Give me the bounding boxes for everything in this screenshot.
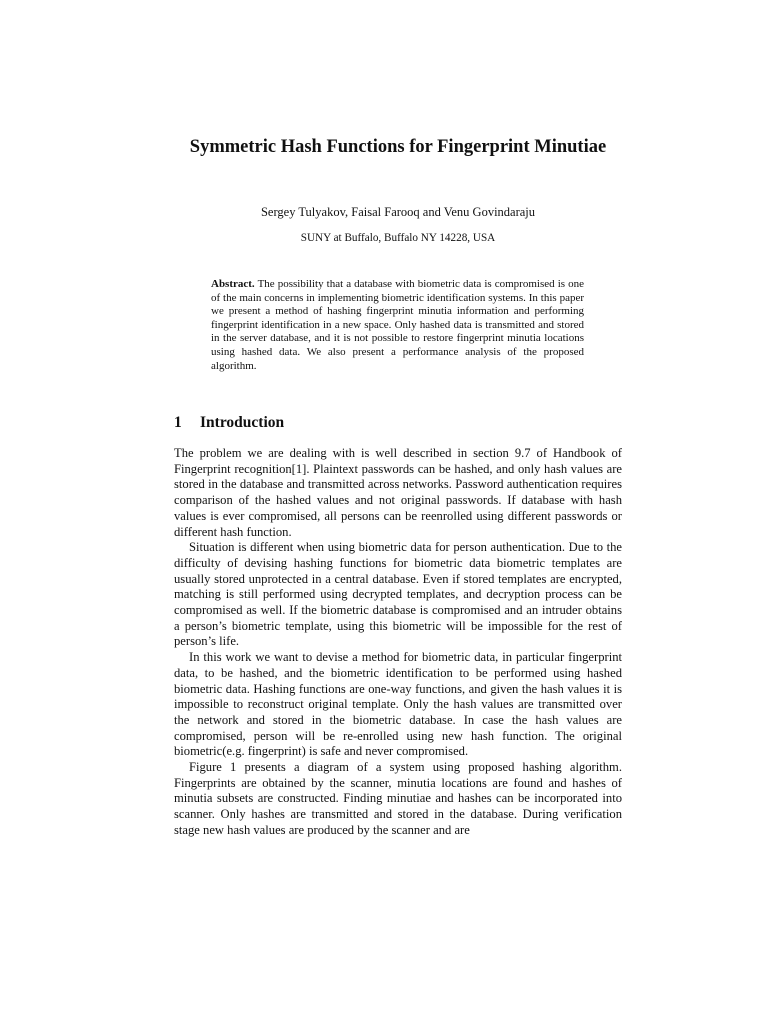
abstract <box>211 278 584 373</box>
section-title: Introduction <box>200 414 285 431</box>
section-heading <box>174 413 622 433</box>
section-body <box>174 446 622 839</box>
body-paragraph: The problem we are dealing with is well described in section 9.7 of Handbook of Fingerprint recognition[1]. Plaintext passwords can be hashed, and only hash values are stored in the database and transmitted across networks. Password authentication requires comparison of the hashed values and not original passwords. If database with hash values is ever compromised, all persons can be reenrolled using different passwords or different hash function. <box>174 446 622 539</box>
body-paragraph: Figure 1 presents a diagram of a system using proposed hashing algorithm. Fingerprints are obtained by the scanner, minutia locations are found and hashes of minutia subsets are constructed. Finding minutiae and hashes can be incorporated into scanner. Only hashes are transmitted and stored in the database. During verification stage new hash values are produced by the scanner and are <box>174 760 622 837</box>
abstract-label: Abstract. <box>211 278 255 290</box>
paper-title: Symmetric Hash Functions for Fingerprint Minutiae <box>189 137 607 157</box>
abstract-text: The possibility that a database with biometric data is compromised is one of the main concerns in implementing biometric identification systems. In this paper we present a method of hashing fingerprint minutia information and performing fingerprint identification in a new space. Only hashed data is transmitted and stored in the server database, and it is not possible to restore fingerprint minutia locations using hashed data. We also present a performance analysis of the proposed algorithm. <box>211 278 584 372</box>
paper-authors: Sergey Tulyakov, Faisal Farooq and Venu Govindaraju <box>260 205 536 219</box>
body-paragraph: In this work we want to devise a method for biometric data, in particular fingerprint data, to be hashed, and the biometric identification to be performed using hashed biometric data. Hashing functions are one-way functions, and given the hash values it is impossible to reconstruct original template. Only the hash values are transmitted over the network and stored in the biometric database. In case the hash values are compromised, person will be re-enrolled using new hash function. The original biometric(e.g. fingerprint) is safe and never compromised. <box>174 650 622 759</box>
body-paragraph: Situation is different when using biometric data for person authentication. Due to the difficulty of devising hashing functions for biometric data biometric templates are usually stored unprotected in a central database. Even if stored templates are encrypted, matching is still performed using decrypted templates, and decryption process can be compromised as well. If the biometric database is compromised and an intruder obtains a person’s biometric template, using this biometric will be impossible for the rest of person’s life. <box>174 540 622 649</box>
section-number: 1 <box>174 414 182 431</box>
paper-affiliation: SUNY at Buffalo, Buffalo NY 14228, USA <box>300 232 496 244</box>
